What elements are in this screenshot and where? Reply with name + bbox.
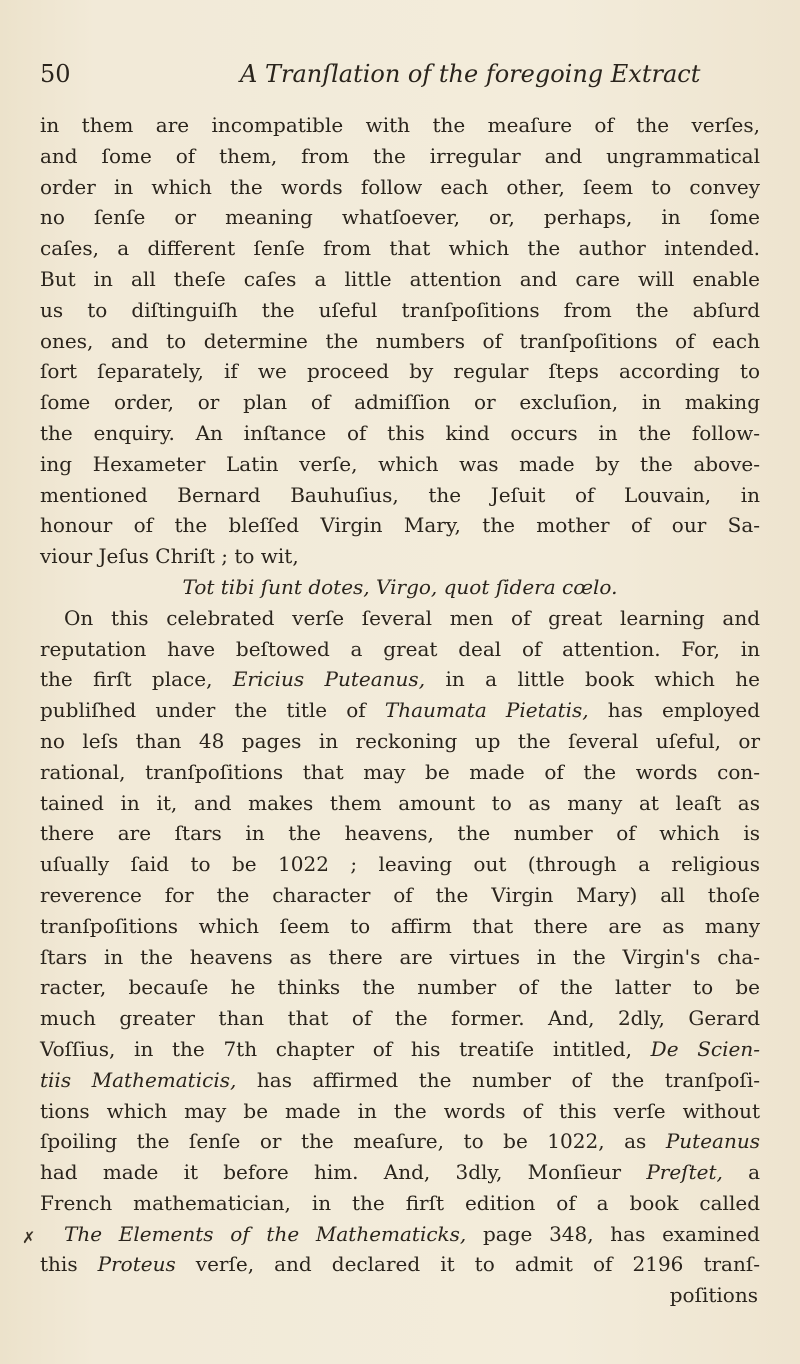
text-line: reverence for the character of the Virgin Mary) all thoſe [40,882,760,907]
text-line: tranſpoſitions which ſeem to affirm that there are as many [40,913,760,938]
text-line: tiis Mathematicis, has affirmed the number of the tranſpoſi- [40,1067,760,1092]
text-line: Voſſius, in the 7th chapter of his treatiſe intitled, De Scien- [40,1036,760,1061]
text-line: ſort ſeparately, if we proceed by regular ſteps according to [40,359,760,384]
text-line: the enquiry. An inſtance of this kind occurs in the follow- [40,420,760,445]
text-line: caſes, a different ſenſe from that which the author intended. [40,236,760,261]
text-line: The Elements of the Mathematicks, page 348, has examined [64,1221,760,1246]
text-line: tions which may be made in the words of this verſe without [40,1098,760,1123]
text-line: reputation have beſtowed a great deal of attention. For, in [40,636,760,661]
text-line: order in which the words follow each other, ſeem to convey [40,174,760,199]
text-line: rational, tranſpoſitions that may be made of the words con- [40,759,760,784]
text-line: ones, and to determine the numbers of tranſpoſitions of each [40,328,760,353]
text-line: ſpoiling the ſenſe or the meaſure, to be 1022, as Puteanus [40,1129,760,1154]
text-line: the firſt place, Ericius Puteanus, in a little book which he [40,667,760,692]
text-line: honour of the bleſſed Virgin Mary, the mother of our Sa- [40,513,760,538]
text-line: in them are incompatible with the meaſure of the verſes, [40,113,760,137]
text-line: had made it before him. And, 3dly, Monſieur Preſtet, a [40,1160,761,1185]
text-line: But in all theſe caſes a little attention and care will enable [40,266,760,291]
text-line: uſually ſaid to be 1022 ; leaving out (through a religious [40,852,760,877]
running-title: A Tranſlation of the foregoing Extract [240,60,701,88]
text-line: French mathematician, in the firſt edition of a book called [40,1190,760,1215]
text-line: tained in it, and makes them amount to as many at leaſt as [40,790,760,815]
text-line: ing Hexameter Latin verſe, which was made by the above- [40,451,760,476]
text-line: On this celebrated verſe ſeveral men of great learning and [64,605,760,630]
text-line: this Proteus verſe, and declared it to admit of 2196 tranſ- [40,1252,761,1277]
marginal-mark: ✗ [22,1228,36,1247]
text-line: racter, becauſe he thinks the number of the latter to be [40,975,760,1000]
page-header [40,60,760,100]
catchword: poſitions [669,1283,758,1308]
text-line: much greater than that of the former. And, 2dly, Gerard [40,1006,760,1031]
text-line: ſtars in the heavens as there are virtues in the Virgin's cha- [40,944,760,969]
text-line: no ſenſe or meaning whatſoever, or, perhaps, in ſome [40,205,760,230]
text-line: viour Jeſus Chriſt ; to wit, [40,544,299,569]
text-line: us to diſtinguiſh the uſeful tranſpoſitions from the abſurd [40,297,760,322]
text-line: there are ſtars in the heavens, the number of which is [40,821,760,846]
latin-verse: Tot tibi ſunt dotes, Virgo, quot ſidera cœlo. [182,574,618,599]
text-line: ſome order, or plan of admiſſion or excluſion, in making [40,390,760,415]
text-line: no leſs than 48 pages in reckoning up the ſeveral uſeful, or [40,728,760,753]
text-line: and ſome of them, from the irregular and ungrammatical [40,143,760,168]
body-text [40,110,760,1311]
page-number: 50 [40,60,71,88]
text-line: mentioned Bernard Bauhuſius, the Jeſuit of Louvain, in [40,482,760,507]
text-line: publiſhed under the title of Thaumata Pietatis, has employed [40,698,760,723]
